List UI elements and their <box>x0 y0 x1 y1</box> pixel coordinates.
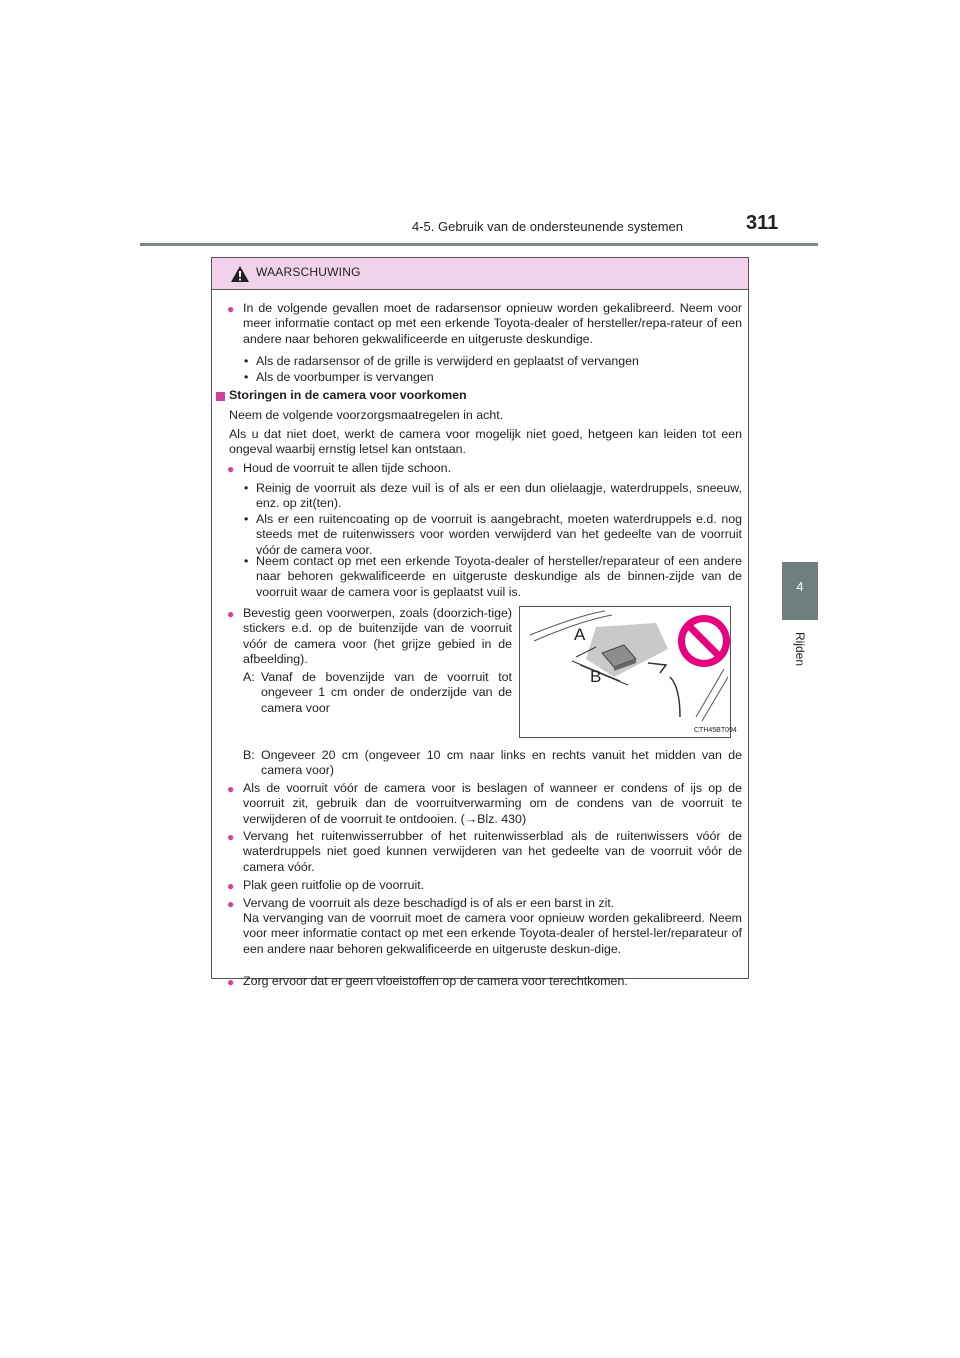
sub-item: • Als de radarsensor of de grille is verwijderd en geplaatst of vervangen <box>244 354 639 368</box>
header-rule <box>140 243 818 246</box>
label-b: B: <box>243 748 255 762</box>
bullet-defog: Als de voorruit vóór de camera voor is beslagen of wanneer er condens of ijs op de voorruit zit, gebruik dan de voorruitverwarming om de condens van de voorruit te verwijderen of de voorruit te ontdooien. (→Blz. 430) <box>243 781 742 826</box>
bullet-icon: ● <box>227 897 235 911</box>
chapter-tab: 4 <box>782 562 818 620</box>
page-number: 311 <box>746 212 779 234</box>
warning-triangle-icon <box>230 265 250 283</box>
bullet-no-stickers: Bevestig geen voorwerpen, zoals (doorzich-tige) stickers e.d. op de buitenzijde van de voorruit vóór de camera voor (het grijze gebied in de afbeelding). <box>243 606 512 667</box>
bullet-no-liquids: Zorg ervoor dat er geen vloeistoffen op de camera voor terechtkomen. <box>243 974 628 988</box>
figure-code: CTH45BT094 <box>694 727 737 734</box>
intro-text: Neem de volgende voorzorgsmaatregelen in acht. <box>229 408 504 422</box>
intro-text: Als u dat niet doet, werkt de camera voor mogelijk niet goed, hetgeen kan leiden tot een ongeval waarbij ernstig letsel kan ontstaan. <box>229 427 742 457</box>
windshield-illustration <box>520 607 732 739</box>
warning-title: WAARSCHUWING <box>256 265 361 279</box>
bullet-clean-windshield: Houd de voorruit te allen tijde schoon. <box>243 461 452 475</box>
bullet-replace-windshield: Vervang de voorruit als deze beschadigd is of als er een barst in zit. <box>243 896 615 910</box>
bullet-icon: ● <box>227 607 235 621</box>
label-a: A: <box>243 670 255 684</box>
camera-windshield-figure <box>519 606 737 738</box>
replace-windshield-note: Na vervanging van de voorruit moet de camera voor opnieuw worden gekalibreerd. Neem voor meer informatie contact op met een erkende Toyota-dealer of herstel-ler/reparateur of een andere naar behoren gekwalificeerde en uitgeruste deskun-dige. <box>243 911 742 956</box>
description-a: Vanaf de bovenzijde van de voorruit tot ongeveer 1 cm onder de onderzijde van de camera voor <box>261 670 512 715</box>
sub-item: • Neem contact op met een erkende Toyota-dealer of hersteller/reparateur of een andere naar behoren gekwalificeerde en uitgeruste deskundige als de binnen-zijde van de voorruit waar de camera voor is geplaatst vuil is. <box>244 554 742 599</box>
warning-header <box>212 258 748 290</box>
bullet-wiper: Vervang het ruitenwisserrubber of het ruitenwisserblad als de ruitenwissers vóór de waterdruppels niet goed kunnen verwijderen van het gedeelte van de voorruit vóór de camera vóór. <box>243 829 742 874</box>
bullet-icon: ● <box>227 782 235 796</box>
chapter-tab-label: Rijden <box>793 632 807 667</box>
figure-label-b: B <box>590 667 602 686</box>
section-heading: Storingen in de camera voor voorkomen <box>229 388 467 402</box>
sub-item: • Reinig de voorruit als deze vuil is of als er een dun olielaagje, waterdruppels, sneeuw, enz. op zit(ten). <box>244 481 742 511</box>
bullet-no-film: Plak geen ruitfolie op de voorruit. <box>243 878 425 892</box>
bullet-icon: ● <box>227 975 235 989</box>
sub-item: • Als er een ruitencoating op de voorruit is aangebracht, moeten waterdruppels e.d. nog steeds met de ruitenwissers voor worden verwijderd van het gedeelte van de voorruit vóór de camera voor. <box>244 512 742 557</box>
warning-paragraph-recalibrate: In de volgende gevallen moet de radarsensor opnieuw worden gekalibreerd. Neem voor meer informatie contact op met een erkende Toyota-dealer of hersteller/repa-rateur of een andere naar behoren gekwalificeerde en uitgeruste deskundige. <box>243 301 742 346</box>
description-b: Ongeveer 20 cm (ongeveer 10 cm naar links en rechts vanuit het midden van de camera voor) <box>261 748 742 778</box>
figure-label-a: A <box>574 625 586 644</box>
sub-item: • Als de voorbumper is vervangen <box>244 370 434 384</box>
running-header: 4-5. Gebruik van de ondersteunende systemen <box>412 219 684 234</box>
bullet-icon: ● <box>227 462 235 476</box>
section-marker-icon <box>216 392 225 401</box>
bullet-icon: ● <box>227 302 235 316</box>
bullet-icon: ● <box>227 879 235 893</box>
bullet-icon: ● <box>227 830 235 844</box>
